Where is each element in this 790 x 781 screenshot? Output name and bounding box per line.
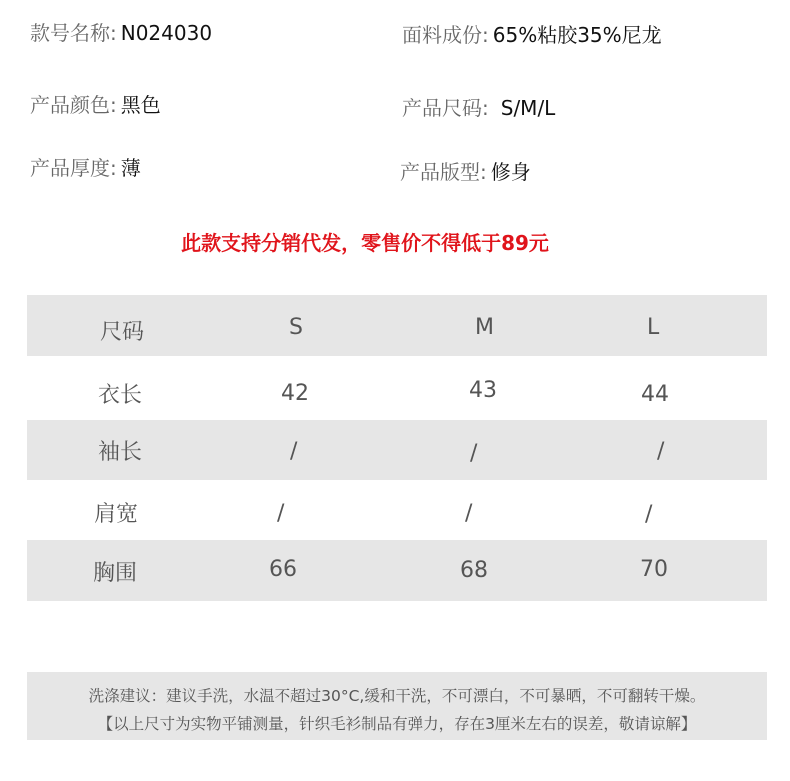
table-header-l: L xyxy=(647,315,660,340)
size-value: S/M/L xyxy=(500,96,556,120)
color-label: 产品颜色: xyxy=(30,93,117,117)
wash-advice-line: 洗涤建议：建议手洗，水温不超过30°C,缓和干洗，不可漂白，不可暴晒，不可翻转干燥。 xyxy=(88,687,706,705)
fabric-label: 面料成份: xyxy=(402,23,489,47)
table-header-m: M xyxy=(475,315,494,340)
fit-value: 修身 xyxy=(490,160,531,184)
info-fit xyxy=(400,156,531,185)
row-chest-label: 胸围 xyxy=(93,561,138,586)
fit-label: 产品版型: xyxy=(400,160,487,184)
row-length-m: 43 xyxy=(469,378,497,403)
row-chest-l: 70 xyxy=(640,557,668,582)
color-value: 黑色 xyxy=(120,93,161,117)
size-label: 产品尺码: xyxy=(402,96,489,120)
info-size xyxy=(402,92,555,121)
row-shoulder-s: / xyxy=(277,501,285,526)
style-no-label: 款号名称: xyxy=(30,21,117,45)
row-shoulder-l: / xyxy=(645,502,653,527)
row-length-s: 42 xyxy=(281,381,309,406)
wash-advice-box xyxy=(27,672,767,740)
style-no-value: N024030 xyxy=(120,21,213,45)
row-chest-s: 66 xyxy=(269,557,297,582)
row-sleeve-s: / xyxy=(290,439,298,464)
row-sleeve-label: 袖长 xyxy=(98,440,143,465)
info-thickness xyxy=(30,152,141,181)
info-color xyxy=(30,89,161,118)
thickness-label: 产品厚度: xyxy=(30,156,117,180)
info-style-no xyxy=(30,17,212,46)
row-length-label: 衣长 xyxy=(98,383,143,408)
info-fabric xyxy=(402,19,662,48)
fabric-value: 65%粘胶35%尼龙 xyxy=(492,23,662,47)
row-sleeve-m: / xyxy=(470,441,478,466)
measurement-note-line: 【以上尺寸为实物平铺测量，针织毛衫制品有弹力，存在3厘米左右的误差，敬请谅解】 xyxy=(97,715,697,733)
row-chest-m: 68 xyxy=(460,558,488,583)
row-sleeve-l: / xyxy=(657,439,665,464)
thickness-value: 薄 xyxy=(120,156,141,180)
table-header-size: 尺码 xyxy=(100,320,145,345)
row-shoulder-label: 肩宽 xyxy=(94,502,139,527)
table-header-s: S xyxy=(289,315,303,340)
distribution-notice: 此款支持分销代发，零售价不得低于89元 xyxy=(181,231,549,255)
row-length-l: 44 xyxy=(641,382,669,407)
row-shoulder-m: / xyxy=(465,501,473,526)
